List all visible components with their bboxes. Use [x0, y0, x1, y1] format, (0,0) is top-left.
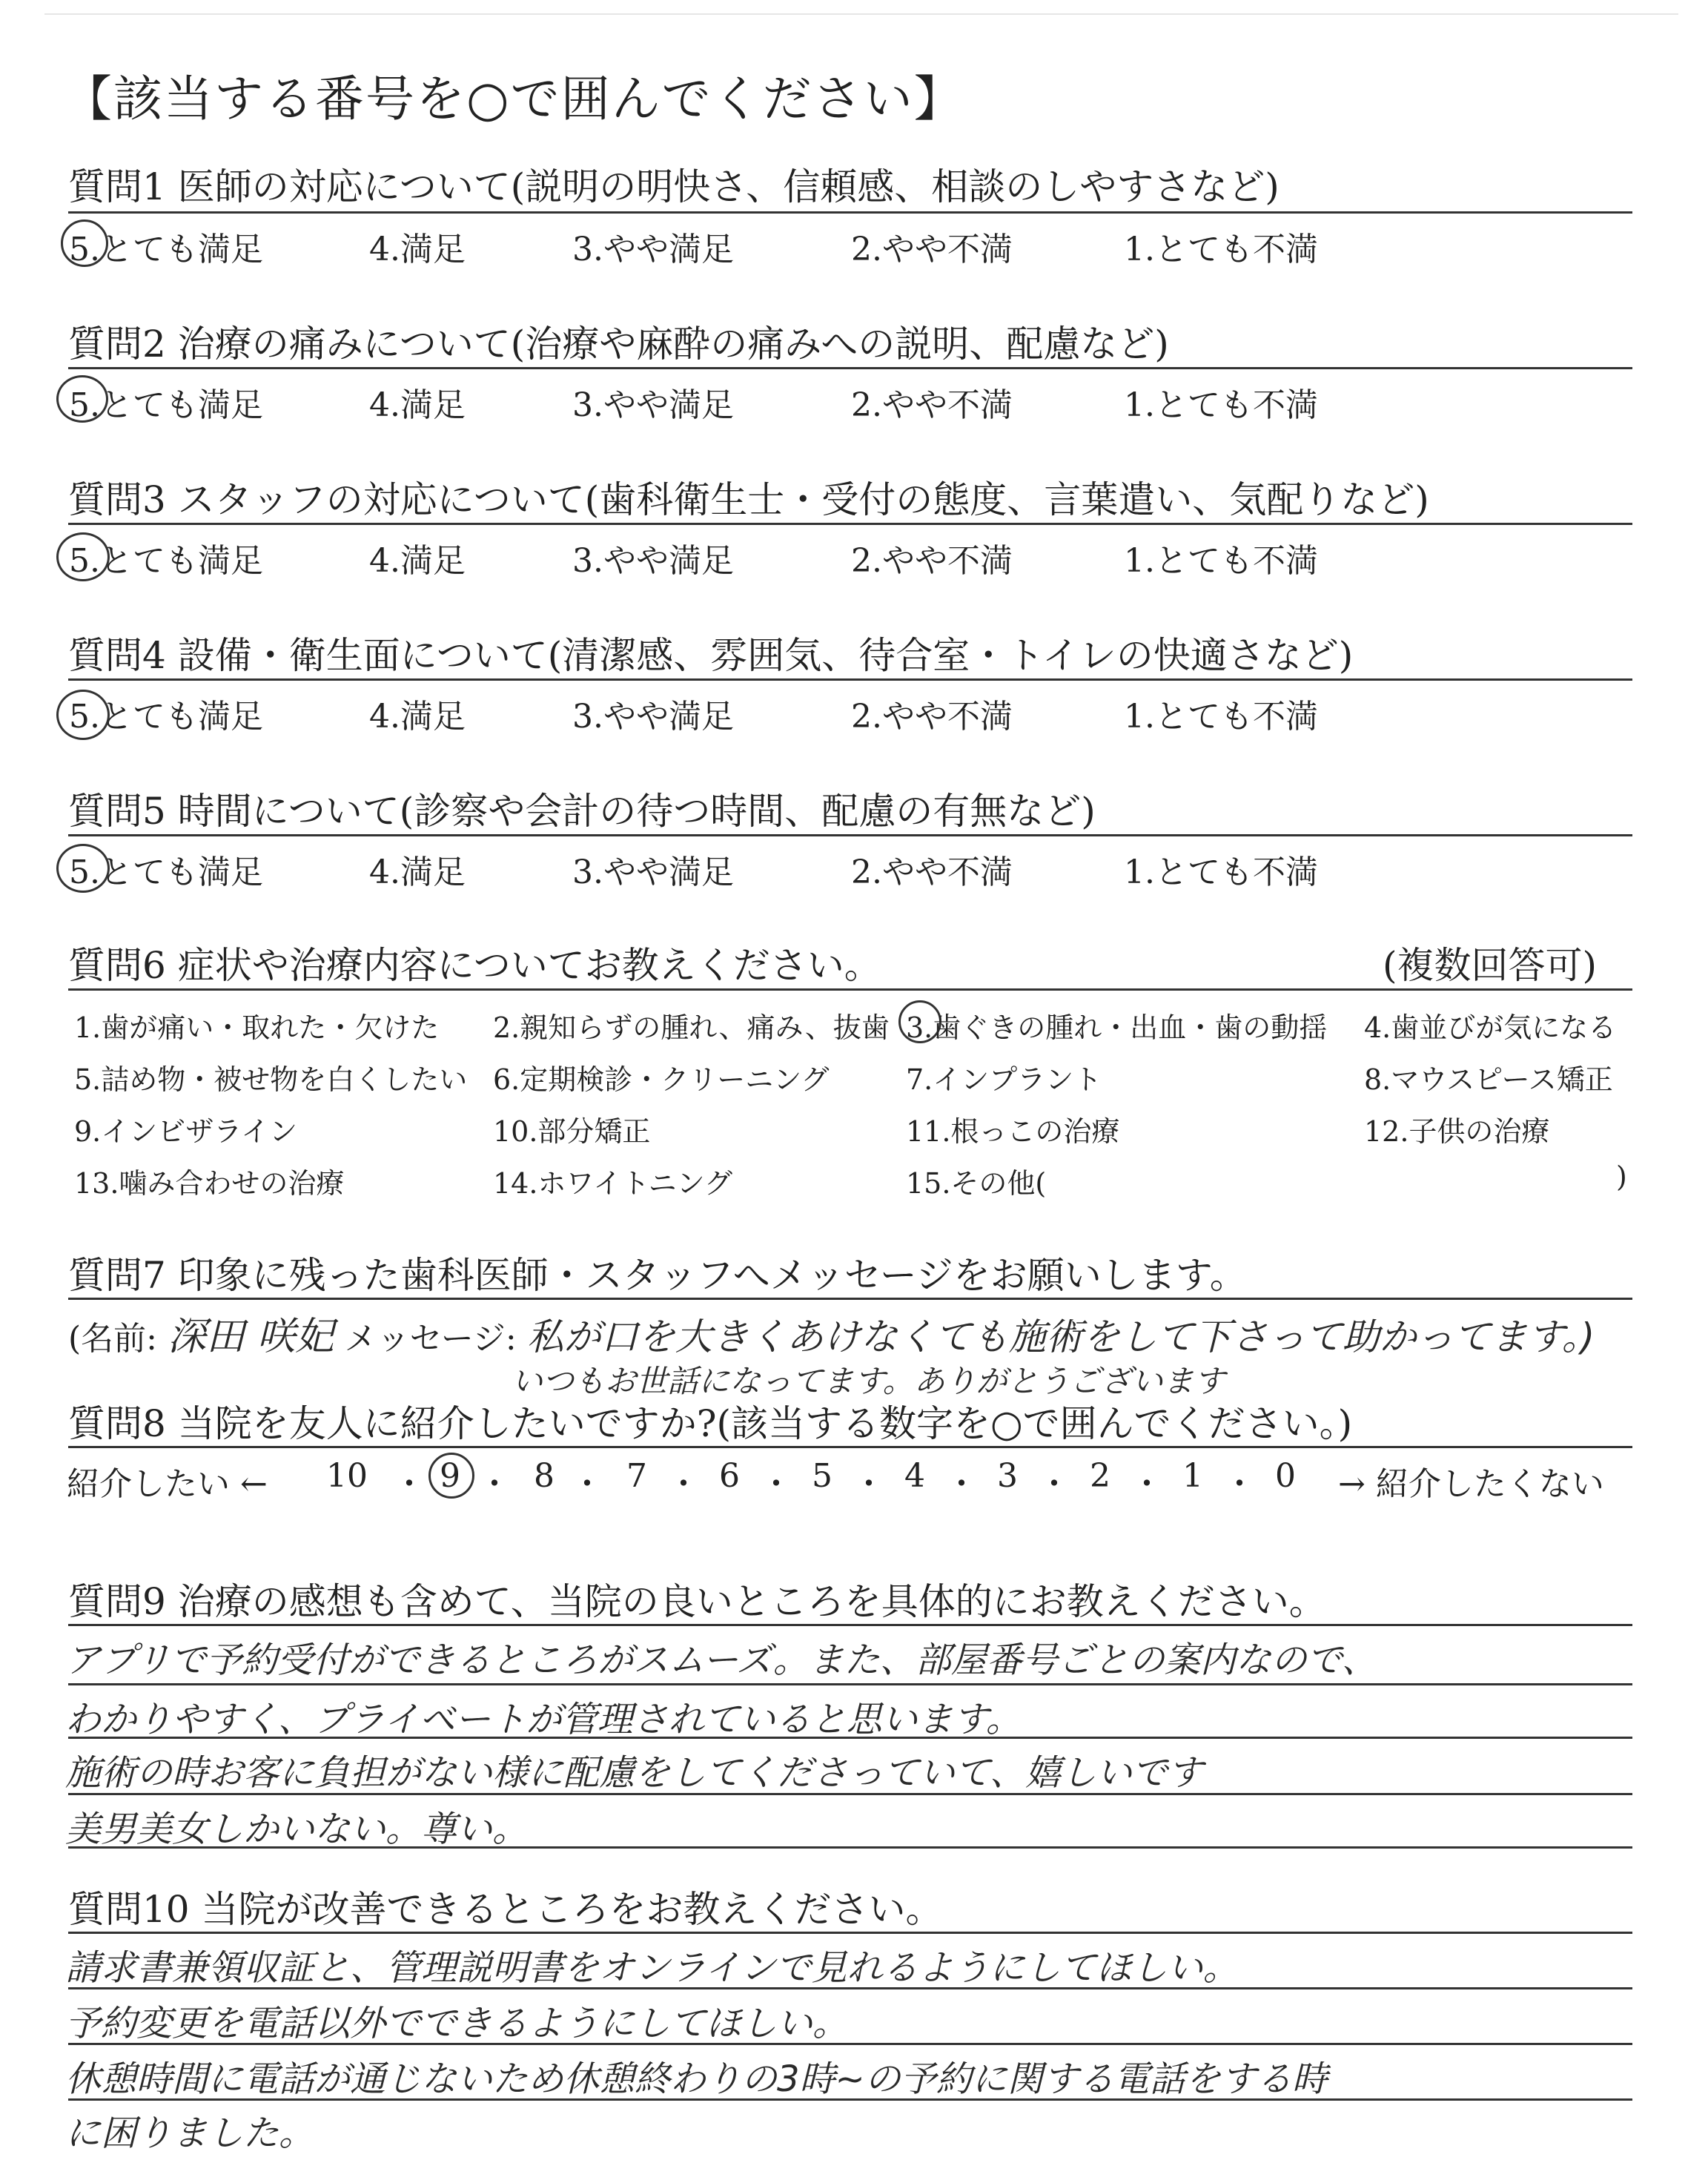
- name-label: (名前:: [68, 1320, 157, 1358]
- question-5-rule: [68, 834, 1632, 836]
- message-label: メッセージ:: [344, 1320, 517, 1358]
- option-2[interactable]: 2.やや不満: [851, 231, 1013, 268]
- scale-dot: ・: [478, 1465, 511, 1503]
- q6-item-15-close: ): [1616, 1160, 1627, 1193]
- q9-answer-line-4: 美男美女しかいない。尊い。: [65, 1809, 529, 1850]
- scale-dot: ・: [571, 1465, 603, 1503]
- option-3[interactable]: 3.やや満足: [572, 853, 734, 891]
- question-1-title: 質問1 医師の対応について(説明の明快さ、信頼感、相談のしやすさなど): [68, 165, 1280, 208]
- q9-answer-rule: [68, 1846, 1632, 1849]
- q10-answer-rule: [68, 2043, 1632, 2045]
- scale-4[interactable]: 4: [904, 1457, 925, 1495]
- q6-item-8[interactable]: 8.マウスピース矯正: [1364, 1063, 1613, 1096]
- q6-item-6[interactable]: 6.定期検診・クリーニング: [493, 1063, 830, 1096]
- question-9-rule: [68, 1624, 1632, 1626]
- option-2[interactable]: 2.やや不満: [851, 542, 1013, 580]
- question-2-rule: [68, 367, 1632, 369]
- scale-10[interactable]: 10: [326, 1457, 368, 1495]
- option-3[interactable]: 3.やや満足: [572, 231, 734, 268]
- q10-answer-line-4: に困りました。: [65, 2113, 315, 2154]
- q10-answer-rule: [68, 2098, 1632, 2101]
- q6-item-5[interactable]: 5.詰め物・被せ物を白くしたい: [74, 1063, 468, 1096]
- scale-dot: ・: [393, 1465, 426, 1503]
- q9-answer-line-2: わかりやすく、プライベートが管理されていると思います。: [65, 1699, 1022, 1740]
- q9-answer-rule: [68, 1737, 1632, 1739]
- option-2[interactable]: 2.やや不満: [851, 698, 1013, 736]
- question-3-rule: [68, 523, 1632, 525]
- option-5[interactable]: 5.とても満足: [69, 231, 263, 268]
- q6-row-2: [74, 1057, 1631, 1101]
- scale-9[interactable]: 9: [440, 1457, 460, 1495]
- scale-8[interactable]: 8: [534, 1457, 555, 1495]
- q6-item-4[interactable]: 4.歯並びが気になる: [1364, 1011, 1617, 1044]
- question-4-rule: [68, 678, 1632, 681]
- question-6-title: 質問6 症状や治療内容についてお教えください。: [68, 944, 881, 987]
- option-1[interactable]: 1.とても不満: [1124, 542, 1318, 580]
- q6-item-3[interactable]: 3.歯ぐきの腫れ・出血・歯の動揺: [906, 1011, 1328, 1044]
- option-3[interactable]: 3.やや満足: [572, 698, 734, 736]
- q6-item-13[interactable]: 13.噛み合わせの治療: [74, 1167, 345, 1200]
- option-1[interactable]: 1.とても不満: [1124, 386, 1318, 424]
- q6-item-9[interactable]: 9.インビザライン: [74, 1115, 298, 1148]
- q6-item-7[interactable]: 7.インプラント: [906, 1063, 1102, 1096]
- q6-item-10[interactable]: 10.部分矯正: [493, 1115, 651, 1148]
- scale-6[interactable]: 6: [719, 1457, 740, 1495]
- option-5[interactable]: 5.とても満足: [69, 853, 263, 891]
- scale-5[interactable]: 5: [812, 1457, 833, 1495]
- question-5-title: 質問5 時間について(診察や会計の待つ時間、配慮の有無など): [68, 790, 1096, 833]
- option-4[interactable]: 4.満足: [369, 386, 466, 424]
- q6-item-1[interactable]: 1.歯が痛い・取れた・欠けた: [74, 1011, 440, 1044]
- option-2[interactable]: 2.やや不満: [851, 386, 1013, 424]
- question-10-title: 質問10 当院が改善できるところをお教えください。: [68, 1888, 943, 1931]
- q6-item-11[interactable]: 11.根っこの治療: [906, 1115, 1120, 1148]
- q6-row-3: [74, 1109, 1631, 1153]
- scale-dot: ・: [945, 1465, 978, 1503]
- q9-answer-line-1: アプリで予約受付ができるところがスムーズ。また、部屋番号ごとの案内なので、: [65, 1639, 1377, 1681]
- q9-answer-line-3: 施術の時お客に負担がない様に配慮をしてくださっていて、嬉しいです: [65, 1752, 1204, 1794]
- q9-answer-rule: [68, 1793, 1632, 1795]
- scale-3[interactable]: 3: [997, 1457, 1018, 1495]
- option-3[interactable]: 3.やや満足: [572, 386, 734, 424]
- question-2-title: 質問2 治療の痛みについて(治療や麻酔の痛みへの説明、配慮など): [68, 323, 1169, 366]
- scale-dot: ・: [1038, 1465, 1070, 1503]
- q6-row-1: [74, 1005, 1631, 1049]
- question-7-title: 質問7 印象に残った歯科医師・スタッフへメッセージをお願いします。: [68, 1254, 1247, 1297]
- option-4[interactable]: 4.満足: [369, 698, 466, 736]
- q6-item-12[interactable]: 12.子供の治療: [1364, 1115, 1550, 1148]
- scale-0[interactable]: 0: [1275, 1457, 1296, 1495]
- question-9-title: 質問9 治療の感想も含めて、当院の良いところを具体的にお教えください。: [68, 1580, 1326, 1623]
- scale-dot: ・: [667, 1465, 700, 1503]
- q6-row-4: [74, 1160, 1631, 1205]
- question-6-rule: [68, 988, 1632, 991]
- q10-answer-line-2: 予約変更を電話以外でできるようにしてほしい。: [65, 2003, 849, 2044]
- q9-answer-rule: [68, 1683, 1632, 1685]
- q10-answer-line-3: 休憩時間に電話が通じないため休憩終わりの3時~の予約に関する電話をする時: [65, 2058, 1328, 2100]
- scale-dot: ・: [760, 1465, 792, 1503]
- option-5[interactable]: 5.とても満足: [69, 542, 263, 580]
- scale-1[interactable]: 1: [1182, 1457, 1203, 1495]
- scale-dot: ・: [1131, 1465, 1163, 1503]
- option-5[interactable]: 5.とても満足: [69, 386, 263, 424]
- message-line-1: 私が口を大きくあけなくても施術をして下さって助かってます。): [526, 1315, 1595, 1358]
- question-3-title: 質問3 スタッフの対応について(歯科衛生士・受付の態度、言葉遣い、気配りなど): [68, 478, 1429, 521]
- scale-left-label: 紹介したい ←: [67, 1465, 268, 1503]
- q6-item-15[interactable]: 15.その他(: [906, 1167, 1047, 1200]
- question-4-title: 質問4 設備・衛生面について(清潔感、雰囲気、待合室・トイレの快適さなど): [68, 634, 1354, 677]
- q7-name-row: [68, 1305, 1595, 1361]
- question-8-title: 質問8 当院を友人に紹介したいですか?(該当する数字を○で囲んでください。): [68, 1402, 1353, 1445]
- name-value: 深田 咲妃: [168, 1315, 334, 1359]
- page-heading: 【該当する番号を○で囲んでください】: [63, 70, 964, 128]
- option-4[interactable]: 4.満足: [369, 231, 466, 268]
- message-line-2: いつもお世話になってます。ありがとうございます: [512, 1363, 1225, 1399]
- option-5[interactable]: 5.とても満足: [69, 698, 263, 736]
- q10-answer-rule: [68, 1987, 1632, 1989]
- option-3[interactable]: 3.やや満足: [572, 542, 734, 580]
- question-7-rule: [68, 1298, 1632, 1300]
- option-4[interactable]: 4.満足: [369, 853, 466, 891]
- question-6-note: (複数回答可): [1382, 944, 1597, 987]
- question-8-rule: [68, 1446, 1632, 1448]
- option-4[interactable]: 4.満足: [369, 542, 466, 580]
- option-1[interactable]: 1.とても不満: [1124, 231, 1318, 268]
- question-10-rule: [68, 1932, 1632, 1934]
- scale-dot: ・: [1223, 1465, 1256, 1503]
- top-divider: [44, 13, 1678, 15]
- scale-right-label: → 紹介したくない: [1338, 1465, 1604, 1503]
- scale-dot: ・: [853, 1465, 885, 1503]
- option-2[interactable]: 2.やや不満: [851, 853, 1013, 891]
- option-1[interactable]: 1.とても不満: [1124, 853, 1318, 891]
- question-1-rule: [68, 211, 1632, 214]
- option-1[interactable]: 1.とても不満: [1124, 698, 1318, 736]
- scale-2[interactable]: 2: [1090, 1457, 1110, 1495]
- q6-item-14[interactable]: 14.ホワイトニング: [493, 1167, 733, 1200]
- q6-item-2[interactable]: 2.親知らずの腫れ、痛み、抜歯: [493, 1011, 890, 1044]
- q10-answer-line-1: 請求書兼領収証と、管理説明書をオンラインで見れるようにしてほしい。: [65, 1947, 1239, 1989]
- scale-7[interactable]: 7: [626, 1457, 647, 1495]
